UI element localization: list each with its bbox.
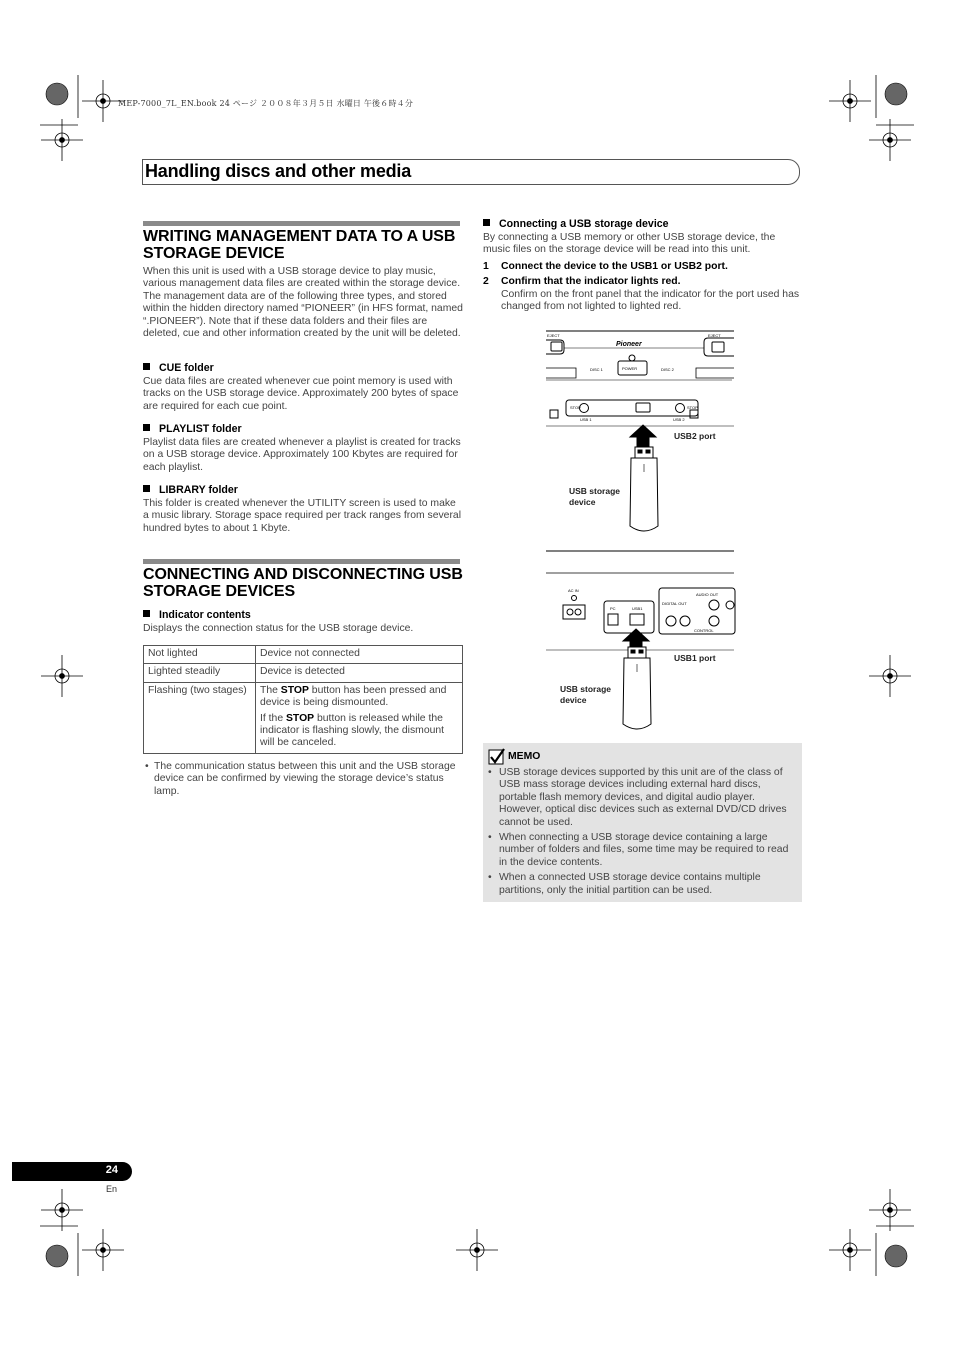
table-row <box>144 664 463 682</box>
list-item: • USB storage devices supported by this unit are of the class of USB mass storage devices including external hard discs, portable flash memory devices, and digital audio player. However, optical disc devices such as external DVD/CD drives cannot be used. <box>485 767 799 829</box>
connect-heading: Connecting a USB storage device <box>483 218 669 230</box>
usb1-label: USB 1 <box>580 417 592 422</box>
pc-label: PC <box>610 606 616 611</box>
chapter-header <box>142 159 800 185</box>
connect-intro: By connecting a USB memory or other USB storage device, the music files on the storage device will be read into this unit. <box>483 232 776 256</box>
crosshair-dot <box>475 1248 480 1253</box>
playlist-text: Playlist data files are created whenever a playlist is created for tracks on a USB storage device. Approximately 100 Kbytes are required for each playlist. <box>143 437 461 473</box>
section-intro: When this unit is used with a USB storage device to play music, various management data files are created within the storage device. The management data are of the following three types, and stored within the hidden directory named “PIONEER” (in HFS format, named “.PIONEER”). Note that if these data folders and their files are deleted, cue and other information created by the unit will be deleted. <box>143 266 463 340</box>
section-title-connecting: CONNECTING AND DISCONNECTING USB STORAGE DEVICES <box>143 566 463 600</box>
crosshair-dot <box>848 1248 853 1253</box>
crosshair-dot <box>888 674 893 679</box>
memo-list <box>485 767 799 900</box>
crosshair-dot <box>101 1248 106 1253</box>
memo-check-icon <box>488 748 505 765</box>
crosshair-dot <box>60 674 65 679</box>
eject-left-label: EJECT <box>547 333 560 338</box>
indicator-table <box>143 645 463 754</box>
indicator-text: Displays the connection status for the USB storage device. <box>143 623 414 634</box>
usb-device-label-rear: USB storage device <box>560 684 612 705</box>
table-cell: Device is detected <box>256 664 463 682</box>
memo-box <box>483 743 802 902</box>
table-row <box>144 646 463 664</box>
section-bar <box>143 559 460 564</box>
crosshair-dot <box>60 1208 65 1213</box>
language-code: En <box>106 1184 118 1194</box>
stop-right-label: STOP <box>687 405 698 410</box>
crosshair-dot <box>888 1208 893 1213</box>
disc1-label: DISC 1 <box>590 367 603 372</box>
rear-usb1-label: USB1 <box>632 606 643 611</box>
table-cell: The STOP button has been pressed and device is being dismounted. If the STOP button is released while the indicator is flashing slowly, the dismount will be canceled. <box>256 682 463 753</box>
digital-out-label: DIGITAL OUT <box>662 601 687 606</box>
step-2-detail: Confirm on the front panel that the indicator for the port used has changed from not lighted to lighted red. <box>501 289 800 313</box>
cue-text: Cue data files are created whenever cue point memory is used with tracks on the USB storage device. Approximately 200 bytes of space are required for each cue point. <box>143 376 459 412</box>
table-cell: Lighted steadily <box>144 664 256 682</box>
page-number: 24 <box>105 1164 118 1176</box>
control-label: CONTROL <box>694 628 714 633</box>
indicator-heading: Indicator contents <box>143 609 251 621</box>
audio-out-label: AUDIO OUT <box>696 592 719 597</box>
disc2-label: DISC 2 <box>661 367 674 372</box>
power-label: POWER <box>622 366 638 371</box>
usb1-port-label: USB1 port <box>674 653 716 663</box>
page-number-tab <box>12 1162 132 1181</box>
library-text: This folder is created whenever the UTILITY screen is used to make a music library. Storage space required per track ranges from several hundred bytes to about 1 Kbyte. <box>143 498 462 534</box>
eject-right-label: EJECT <box>708 333 721 338</box>
list-item: • When a connected USB storage device contains multiple partitions, only the initial partition can be used. <box>485 872 799 897</box>
ac-in-label: AC IN <box>568 588 579 593</box>
chapter-title: Handling discs and other media <box>145 161 412 181</box>
library-heading: LIBRARY folder <box>143 484 238 496</box>
step-2: 2 Confirm that the indicator lights red. <box>483 276 681 287</box>
section-title-writing: WRITING MANAGEMENT DATA TO A USB STORAGE DEVICE <box>143 228 456 262</box>
memo-title: MEMO <box>508 751 541 762</box>
usb2-label: USB 2 <box>673 417 685 422</box>
status-bullet: • The communication status between this unit and the USB storage device can be confirmed by viewing the storage device’s status lamp. <box>145 761 456 797</box>
table-row <box>144 682 463 753</box>
crosshair-dot <box>848 99 853 104</box>
usb2-port-label: USB2 port <box>674 431 716 441</box>
rear-panel-diagram <box>546 548 736 738</box>
table-cell: Not lighted <box>144 646 256 664</box>
crosshair-dot <box>60 138 65 143</box>
table-cell: Flashing (two stages) <box>144 682 256 753</box>
cue-heading: CUE folder <box>143 362 214 374</box>
playlist-heading: PLAYLIST folder <box>143 423 242 435</box>
usb-device-label-front: USB storage device <box>569 486 621 507</box>
step-1: 1 Connect the device to the USB1 or USB2 port. <box>483 261 728 272</box>
crosshair-dot <box>101 99 106 104</box>
table-cell: Device not connected <box>256 646 463 664</box>
section-bar <box>143 221 460 226</box>
brand-logo: Pioneer <box>616 341 642 348</box>
stop-left-label: STOP <box>570 405 581 410</box>
print-header: MEP-7000_7L_EN.book 24 ページ ２００８年３月５日 水曜日 午後６時４分 <box>118 99 414 108</box>
crosshair-dot <box>888 138 893 143</box>
list-item: • When connecting a USB storage device containing a large number of folders and files, some time may be required to read in the device contents. <box>485 832 799 869</box>
